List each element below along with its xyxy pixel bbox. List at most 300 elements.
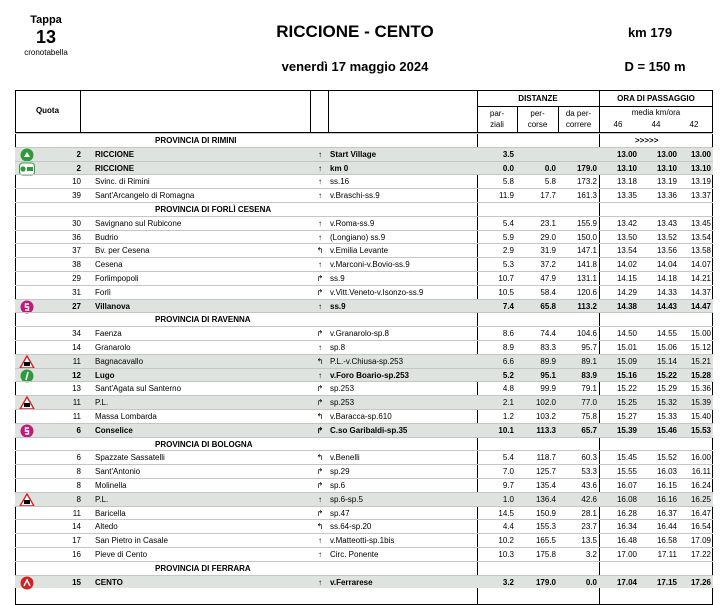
partial-km-cell: 6.6 xyxy=(502,356,514,366)
direction-cell: ↰ xyxy=(316,522,324,532)
table-row xyxy=(15,147,713,161)
time-46-cell: 14.15 xyxy=(616,274,637,283)
remaining-km-cell: 53.3 xyxy=(581,467,597,477)
remaining-km-cell: 75.8 xyxy=(581,412,597,421)
road-cell: v.Emilia Levante xyxy=(330,246,389,256)
table-row xyxy=(15,492,713,506)
time-44-cell: 13.10 xyxy=(656,163,677,173)
remaining-km-cell: 179.0 xyxy=(576,163,597,173)
time-46-cell: 13.54 xyxy=(616,246,637,256)
partial-km-cell: 5.2 xyxy=(502,370,514,380)
time-44-cell: 13.00 xyxy=(656,149,677,159)
table-row xyxy=(15,216,713,230)
col-speed-42: 42 xyxy=(689,120,699,129)
road-cell: km 0 xyxy=(330,163,349,173)
remaining-km-cell: 104.6 xyxy=(576,329,597,339)
partial-km-cell: 8.9 xyxy=(502,343,514,352)
direction-cell: ↱ xyxy=(316,398,324,408)
time-42-cell: 13.00 xyxy=(690,149,711,159)
time-42-cell: 16.25 xyxy=(690,494,711,504)
time-46-cell: 13.00 xyxy=(616,149,637,159)
col-speed-46: 46 xyxy=(613,120,623,129)
time-42-cell: 16.54 xyxy=(690,522,711,532)
time-44-cell: 16.16 xyxy=(656,494,677,504)
time-44-cell: 16.37 xyxy=(656,508,677,518)
table-row xyxy=(15,506,713,520)
road-cell: v.Braschi-ss.9 xyxy=(330,191,380,201)
cronotabella-label: cronotabella xyxy=(24,48,68,57)
time-42-cell: 15.12 xyxy=(690,343,711,352)
time-46-cell: 16.07 xyxy=(616,481,637,490)
remaining-km-cell: 28.1 xyxy=(581,508,597,518)
col-da-percorrere-1: da per- xyxy=(565,109,592,118)
time-44-cell: 13.56 xyxy=(656,246,677,256)
table-row xyxy=(15,340,713,354)
time-46-cell: 15.45 xyxy=(616,453,637,463)
covered-km-cell: 37.2 xyxy=(540,260,556,270)
location-cell: Villanova xyxy=(95,301,130,311)
road-cell: sp.29 xyxy=(330,467,350,477)
location-cell: Sant'Arcangelo di Romagna xyxy=(95,191,195,201)
table-row xyxy=(15,326,713,340)
road-cell: sp.47 xyxy=(330,508,350,518)
table-row xyxy=(15,395,713,409)
covered-km-cell: 29.0 xyxy=(540,232,556,242)
remaining-km-cell: 147.1 xyxy=(576,246,597,256)
table-row xyxy=(15,575,713,589)
time-42-cell: 15.28 xyxy=(690,370,711,380)
quota-cell: 16 xyxy=(72,550,81,559)
quota-cell: 11 xyxy=(72,508,81,518)
table-row xyxy=(15,381,713,395)
time-44-cell: 14.18 xyxy=(656,274,677,283)
remaining-km-cell: 0.0 xyxy=(585,577,597,587)
location-cell: P.L. xyxy=(95,398,109,408)
time-42-cell: 17.09 xyxy=(690,536,711,546)
covered-km-cell: 99.9 xyxy=(540,384,556,394)
time-44-cell: 13.19 xyxy=(656,177,677,187)
time-44-cell: 15.06 xyxy=(656,343,677,352)
partial-km-cell: 3.2 xyxy=(502,577,514,587)
location-cell: Massa Lombarda xyxy=(95,412,157,421)
road-cell: sp.253 xyxy=(330,398,355,408)
direction-cell: ↑ xyxy=(318,536,322,546)
time-46-cell: 15.09 xyxy=(616,356,637,366)
covered-km-cell: 65.8 xyxy=(540,301,556,311)
direction-cell: ↑ xyxy=(318,149,322,159)
time-44-cell: 14.43 xyxy=(656,301,677,311)
remaining-km-cell: 89.1 xyxy=(581,356,597,366)
direction-cell: ↱ xyxy=(316,274,324,283)
table-row xyxy=(15,464,713,478)
direction-cell: ↱ xyxy=(316,384,324,394)
time-44-cell: 17.15 xyxy=(656,577,677,587)
time-46-cell: 14.02 xyxy=(616,260,637,270)
road-cell: v.Marconi-v.Bovio-ss.9 xyxy=(330,260,410,270)
col-distanze: DISTANZE xyxy=(518,94,558,103)
partial-km-cell: 1.0 xyxy=(502,494,514,504)
direction-cell: ↱ xyxy=(316,481,324,490)
table-row xyxy=(15,271,713,285)
remaining-km-cell: 77.0 xyxy=(581,398,597,408)
time-42-cell: 15.00 xyxy=(690,329,711,339)
time-44-cell: 13.52 xyxy=(656,232,677,242)
stage-distance: km 179 xyxy=(627,25,673,40)
partial-km-cell: 10.1 xyxy=(498,425,514,435)
stage-elevation: D = 150 m xyxy=(624,59,686,74)
location-cell: Savignano sul Rubicone xyxy=(95,218,182,228)
covered-km-cell: 103.2 xyxy=(535,412,556,421)
partial-km-cell: 9.7 xyxy=(502,481,514,490)
location-cell: Bagnacavallo xyxy=(95,356,144,366)
covered-km-cell: 102.0 xyxy=(535,398,556,408)
location-cell: Svinc. di Rimini xyxy=(95,177,150,187)
table-row xyxy=(15,409,713,423)
partial-km-cell: 7.4 xyxy=(502,301,514,311)
remaining-km-cell: 83.9 xyxy=(581,370,597,380)
covered-km-cell xyxy=(518,148,556,162)
remaining-km-cell: 79.1 xyxy=(581,384,597,394)
time-44-cell: 15.52 xyxy=(656,453,677,463)
quota-cell: 30 xyxy=(72,218,81,228)
time-46-cell: 15.16 xyxy=(616,370,637,380)
direction-cell: ↰ xyxy=(316,453,324,463)
time-44-cell: 16.58 xyxy=(656,536,677,546)
partial-km-cell: 3.5 xyxy=(502,149,514,159)
time-46-cell: 14.38 xyxy=(616,301,637,311)
road-cell: P.L.-v.Chiusa-sp.253 xyxy=(330,356,404,366)
remaining-km-cell: 65.7 xyxy=(581,425,597,435)
time-46-cell: 15.22 xyxy=(616,384,637,394)
covered-km-cell: 83.3 xyxy=(540,343,556,352)
direction-cell: ↱ xyxy=(316,508,324,518)
time-42-cell: 14.07 xyxy=(690,260,711,270)
covered-km-cell: 17.7 xyxy=(540,191,556,201)
time-42-cell: 13.54 xyxy=(690,232,711,242)
time-42-cell: 13.37 xyxy=(690,191,711,201)
location-cell: Cesena xyxy=(95,260,123,270)
time-44-cell: 16.44 xyxy=(656,522,677,532)
timetable xyxy=(15,90,713,605)
partial-km-cell: 2.9 xyxy=(502,246,514,256)
table-row xyxy=(15,161,713,175)
partial-km-cell: 5.3 xyxy=(502,260,514,270)
direction-cell: ↑ xyxy=(318,163,322,173)
time-46-cell: 14.29 xyxy=(616,287,637,297)
col-media: media km/ora xyxy=(631,108,681,117)
quota-cell: 11 xyxy=(72,356,81,366)
remaining-km-cell: 120.6 xyxy=(576,287,597,297)
road-cell: C.so Garibaldi-sp.35 xyxy=(330,425,408,435)
time-44-cell: 14.55 xyxy=(656,329,677,339)
col-da-percorrere-2: correre xyxy=(565,120,592,129)
time-44-cell: 14.33 xyxy=(656,287,677,297)
quota-cell: 8 xyxy=(76,494,81,504)
province-name: PROVINCIA DI FERRARA xyxy=(155,563,251,573)
partial-km-cell: 10.5 xyxy=(498,287,514,297)
time-42-cell: 13.10 xyxy=(690,163,711,173)
province-name: PROVINCIA DI RIMINI xyxy=(155,136,237,145)
road-cell: ss.16 xyxy=(330,177,350,187)
quota-cell: 27 xyxy=(72,301,81,311)
quota-cell: 31 xyxy=(72,287,81,297)
time-46-cell: 17.00 xyxy=(616,550,637,559)
time-42-cell: 15.36 xyxy=(690,384,711,394)
col-speed-44: 44 xyxy=(651,120,661,129)
province-name: PROVINCIA DI FORLÌ CESENA xyxy=(155,205,272,214)
direction-cell: ↑ xyxy=(318,260,322,270)
remaining-km-cell: 95.7 xyxy=(581,343,597,352)
quota-cell: 6 xyxy=(76,453,81,463)
quota-cell: 15 xyxy=(72,577,81,587)
tappa-label: Tappa xyxy=(30,14,62,26)
table-row xyxy=(15,299,713,313)
time-46-cell: 16.48 xyxy=(616,536,637,546)
quota-cell: 12 xyxy=(72,370,81,380)
location-cell: Baricella xyxy=(95,508,126,518)
partial-km-cell: 5.8 xyxy=(502,177,514,187)
quota-cell: 8 xyxy=(76,467,81,477)
road-cell: Start Village xyxy=(330,149,377,159)
location-cell: Conselice xyxy=(95,425,133,435)
time-46-cell: 15.27 xyxy=(616,412,637,421)
quota-cell: 10 xyxy=(72,177,81,187)
covered-km-cell: 5.8 xyxy=(544,177,556,187)
remaining-km-cell: 173.2 xyxy=(576,177,597,187)
covered-km-cell: 179.0 xyxy=(535,577,556,587)
direction-cell: ↱ xyxy=(316,425,324,435)
quota-cell: 37 xyxy=(72,246,81,256)
table-row xyxy=(15,450,713,464)
time-42-cell: 16.11 xyxy=(691,467,711,477)
direction-cell: ↱ xyxy=(316,287,324,297)
direction-cell: ↑ xyxy=(318,177,322,187)
time-44-cell: 15.32 xyxy=(656,398,677,408)
direction-cell: ↑ xyxy=(318,494,322,504)
location-cell: Lugo xyxy=(95,370,115,380)
time-44-cell: 15.14 xyxy=(656,356,677,366)
time-42-cell: 17.22 xyxy=(690,550,711,559)
partial-km-cell: 0.0 xyxy=(502,163,514,173)
quota-cell: 29 xyxy=(72,274,81,283)
remaining-km-cell: 131.1 xyxy=(576,274,597,283)
time-42-cell: 14.37 xyxy=(690,287,711,297)
stage-badge xyxy=(10,14,82,57)
location-cell: Forlimpopoli xyxy=(95,274,139,283)
time-46-cell: 16.08 xyxy=(616,494,637,504)
location-cell: Altedo xyxy=(95,522,118,532)
time-42-cell: 14.21 xyxy=(690,274,711,283)
col-percorse-2: corse xyxy=(527,120,548,129)
table-row xyxy=(15,547,713,561)
time-44-cell: 15.29 xyxy=(656,384,677,394)
partial-km-cell: 10.3 xyxy=(498,550,514,559)
remaining-km-cell: 60.3 xyxy=(581,453,597,463)
location-cell: Forlì xyxy=(95,287,111,297)
time-44-cell: 13.36 xyxy=(656,191,677,201)
time-46-cell: 13.50 xyxy=(616,232,637,242)
location-cell: San Pietro in Casale xyxy=(95,536,168,546)
table-row xyxy=(15,423,713,437)
province-header-row xyxy=(15,312,713,326)
direction-cell: ↰ xyxy=(316,246,324,256)
direction-cell: ↰ xyxy=(316,356,324,366)
remaining-km-cell: 161.3 xyxy=(576,191,597,201)
col-percorse-1: per- xyxy=(530,109,545,118)
covered-km-cell: 136.4 xyxy=(535,494,556,504)
time-46-cell: 15.25 xyxy=(616,398,637,408)
province-name: PROVINCIA DI RAVENNA xyxy=(155,315,251,325)
time-44-cell: 14.04 xyxy=(656,260,677,270)
covered-km-cell: 0.0 xyxy=(544,163,556,173)
time-46-cell: 13.42 xyxy=(616,218,637,228)
time-44-cell: 16.15 xyxy=(656,481,677,490)
covered-km-cell: 155.3 xyxy=(535,522,556,532)
road-cell: v.Baracca-sp.610 xyxy=(330,412,392,421)
road-cell: sp.6 xyxy=(330,481,346,490)
direction-cell: ↰ xyxy=(316,412,324,421)
location-cell: Molinella xyxy=(95,481,127,490)
location-cell: RICCIONE xyxy=(95,149,135,159)
stage-date: venerdì 17 maggio 2024 xyxy=(281,59,429,74)
time-46-cell: 13.10 xyxy=(616,163,637,173)
direction-cell: ↑ xyxy=(318,191,322,201)
col-parziali-2: ziali xyxy=(490,120,504,129)
road-cell: ss.9 xyxy=(330,301,346,311)
quota-cell: 2 xyxy=(76,149,81,159)
province-name: PROVINCIA DI BOLOGNA xyxy=(155,439,253,449)
quota-cell: 6 xyxy=(76,425,81,435)
time-42-cell: 15.40 xyxy=(690,412,711,421)
col-ora-passaggio: ORA DI PASSAGGIO xyxy=(617,94,695,103)
covered-km-cell: 89.9 xyxy=(540,356,556,366)
quota-cell: 2 xyxy=(76,163,81,173)
road-cell: v.Roma-ss.9 xyxy=(330,218,375,228)
remaining-km-cell: 13.5 xyxy=(581,536,597,546)
road-cell: (Longiano) ss.9 xyxy=(330,232,386,242)
remaining-km-cell: 141.8 xyxy=(576,260,597,270)
time-42-cell: 14.47 xyxy=(690,301,711,311)
partial-km-cell: 14.5 xyxy=(498,508,514,518)
partial-km-cell: 1.2 xyxy=(502,412,514,421)
covered-km-cell: 125.7 xyxy=(535,467,556,477)
road-cell: sp.6-sp.5 xyxy=(330,494,363,504)
time-46-cell: 16.28 xyxy=(616,508,637,518)
time-42-cell: 16.24 xyxy=(690,481,711,490)
col-parziali-1: par- xyxy=(489,109,505,118)
road-cell: v.Foro Boario-sp.253 xyxy=(330,370,409,380)
quota-cell: 36 xyxy=(72,232,81,242)
quota-cell: 34 xyxy=(72,329,81,339)
direction-cell: ↱ xyxy=(316,329,324,339)
covered-km-cell: 58.4 xyxy=(540,287,556,297)
time-46-cell: 15.01 xyxy=(616,343,637,352)
col-quota: Quota xyxy=(35,106,60,115)
direction-cell: ↑ xyxy=(318,370,322,380)
covered-km-cell: 47.9 xyxy=(540,274,556,283)
quota-cell: 14 xyxy=(72,522,81,532)
table-row xyxy=(15,368,713,382)
remaining-km-cell: 42.6 xyxy=(581,494,597,504)
road-cell: v.Matteotti-sp.1bis xyxy=(330,536,395,546)
time-42-cell: 17.26 xyxy=(690,577,711,587)
time-44-cell: 17.11 xyxy=(657,550,677,559)
covered-km-cell: 31.9 xyxy=(540,246,556,256)
direction-cell: ↑ xyxy=(318,232,322,242)
direction-cell: ↱ xyxy=(316,467,324,477)
table-row xyxy=(15,243,713,257)
partial-km-cell: 4.8 xyxy=(502,384,514,394)
time-44-cell: 15.46 xyxy=(656,425,677,435)
time-46-cell: 13.18 xyxy=(616,177,637,187)
partial-km-cell: 8.6 xyxy=(502,329,514,339)
covered-km-cell: 95.1 xyxy=(540,370,556,380)
table-row xyxy=(15,174,713,188)
covered-km-cell: 175.8 xyxy=(535,550,556,559)
quota-cell: 8 xyxy=(76,481,81,490)
location-cell: P.L. xyxy=(95,494,109,504)
quota-cell: 14 xyxy=(72,343,81,352)
time-42-cell: 15.53 xyxy=(690,425,711,435)
covered-km-cell: 113.3 xyxy=(536,425,556,435)
table-row xyxy=(15,478,713,492)
province-header-row xyxy=(15,133,713,147)
road-cell: sp.8 xyxy=(330,343,346,352)
time-44-cell: 13.43 xyxy=(656,218,677,228)
remaining-km-cell: 3.2 xyxy=(585,550,597,559)
covered-km-cell: 150.9 xyxy=(535,508,556,518)
direction-cell: ↑ xyxy=(318,550,322,559)
location-cell: Pieve di Cento xyxy=(95,550,148,559)
partial-km-cell: 10.2 xyxy=(498,536,514,546)
time-46-cell: 17.04 xyxy=(616,577,637,587)
remaining-km-cell: 113.2 xyxy=(577,301,597,311)
direction-cell: ↑ xyxy=(318,577,322,587)
table-row xyxy=(15,533,713,547)
time-46-cell: 16.34 xyxy=(616,522,637,532)
province-header-row xyxy=(15,561,713,575)
road-cell: ss.9 xyxy=(330,274,345,283)
time-44-cell: 16.03 xyxy=(656,467,677,477)
road-cell: ss.64-sp.20 xyxy=(330,522,372,532)
table-row xyxy=(15,188,713,202)
remaining-km-cell: 155.9 xyxy=(576,218,597,228)
road-cell: v.Granarolo-sp.8 xyxy=(330,329,389,339)
covered-km-cell: 135.4 xyxy=(535,481,556,490)
covered-km-cell: 74.4 xyxy=(540,329,556,339)
partial-km-cell: 2.1 xyxy=(502,398,514,408)
quota-cell: 38 xyxy=(72,260,81,270)
time-42-cell: 16.47 xyxy=(690,508,711,518)
location-cell: Sant'Antonio xyxy=(95,467,141,477)
location-cell: Sant'Agata sul Santerno xyxy=(95,384,182,394)
road-cell: sp.253 xyxy=(330,384,355,394)
quota-cell: 11 xyxy=(72,412,81,421)
quota-cell: 17 xyxy=(72,536,81,546)
time-42-cell: 13.19 xyxy=(690,177,711,187)
tappa-number: 13 xyxy=(35,27,57,47)
partial-km-cell: 7.0 xyxy=(502,467,514,477)
quota-cell: 11 xyxy=(72,398,81,408)
direction-cell: ↑ xyxy=(318,218,322,228)
road-cell: v.Ferrarese xyxy=(330,577,373,587)
time-46-cell: 14.50 xyxy=(616,329,637,339)
covered-km-cell: 165.5 xyxy=(535,536,556,546)
stage-title: RICCIONE - CENTO xyxy=(276,22,434,41)
partial-km-cell: 5.9 xyxy=(502,232,514,242)
remaining-km-cell xyxy=(559,148,597,162)
location-cell: Granarolo xyxy=(95,343,131,352)
